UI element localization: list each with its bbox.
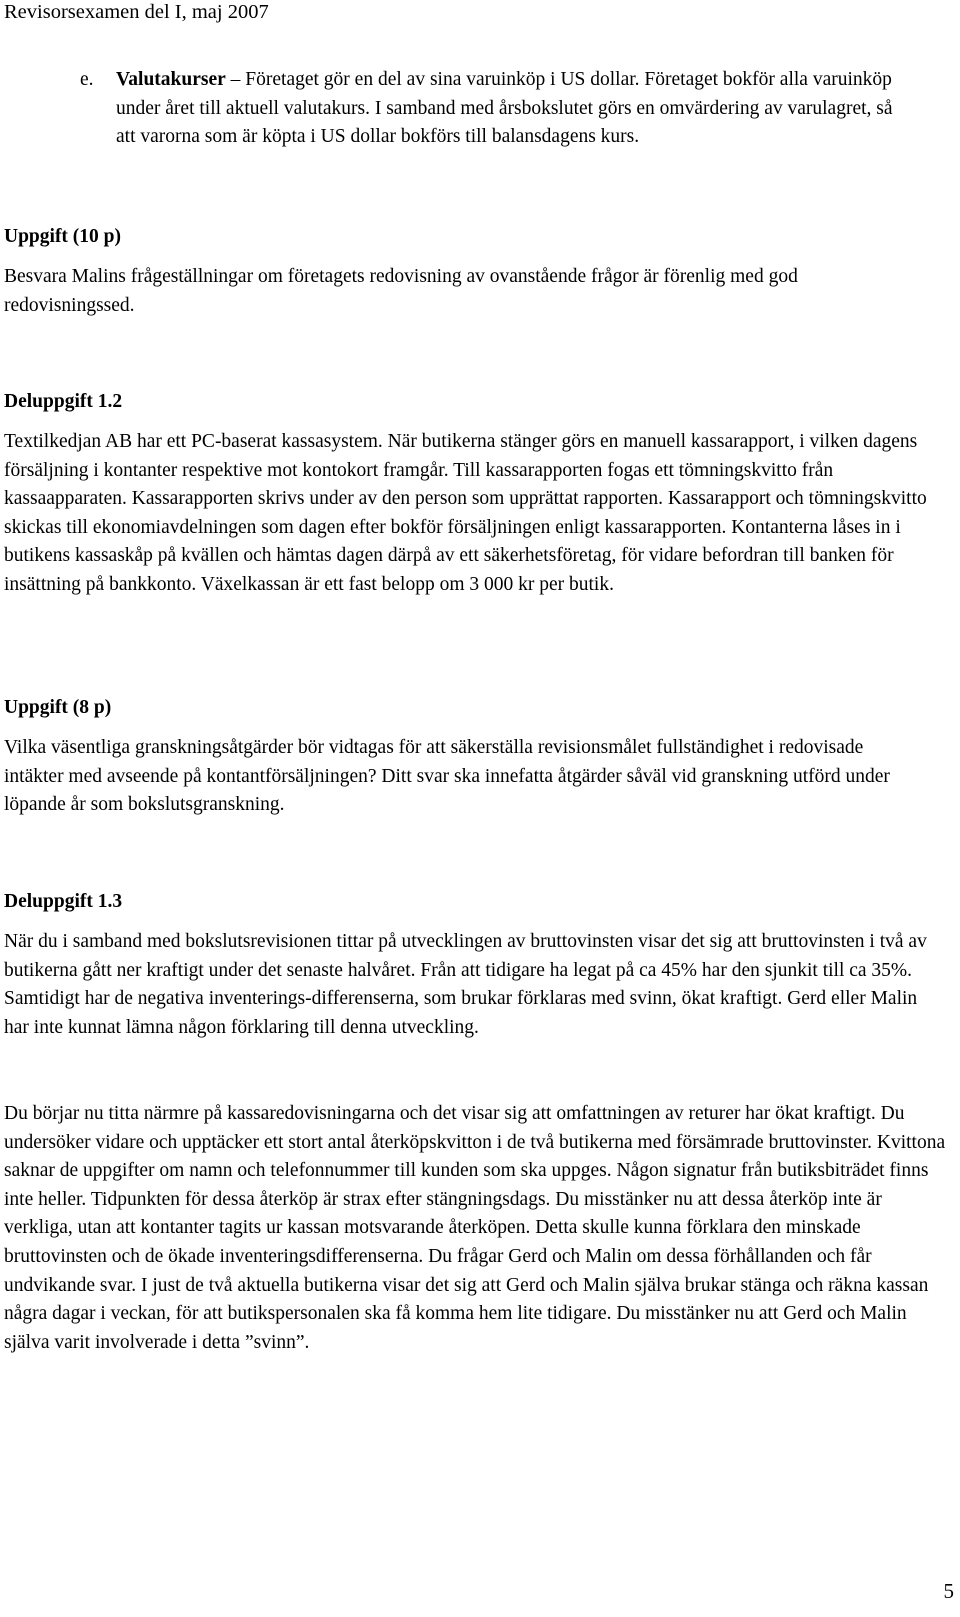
part-1-3-paragraph-2: Du börjar nu titta närmre på kassaredovisningarna och det visar sig att omfattningen av returer har ökat kraftigt. Du undersöker vidare och upptäcker ett stort antal återköpskvitton i de två butikerna med försämrade bruttovinster. Kvittona saknar de uppgifter om namn och telefonnummer till kunden som ska uppges. Någon signatur från butiksbiträdet finns inte heller. Tidpunkten för dessa återköp är strax efter stängningsdags. Du misstänker nu att dessa återköp inte är verkliga, utan att kontanter tagits ur kassan motsvarande återköpen. Detta skulle kunna förklara den minskade bruttovinsten och de ökade inventeringsdifferenserna. Du frågar Gerd och Malin om dessa förhållanden och får undvikande svar. I just de två aktuella butikerna visar det sig att Gerd och Malin själva brukar stänga och räkna kassan några dagar i veckan, för att butikspersonalen ska få komma hem lite tidigare. Du misstänker nu att Gerd och Malin själva varit involverade i detta ”svinn”.: [4, 1103, 946, 1353]
list-item-text: Företaget gör en del av sina varuinköp i US dollar. Företaget bokför alla varuinköp under året till aktuell valutakurs. I samband med årsbokslutet görs en omvärdering av varulagret, så att varorna som är köpta i US dollar bokförs till balansdagens kurs.: [116, 69, 893, 148]
part-1-3-paragraph-1: När du i samband med bokslutsrevisionen tittar på utvecklingen av bruttovinsten visar det sig att bruttovinsten i två av butikerna gått ner kraftigt under det senaste halvåret. Från att tidigare ha legat på ca 45% har den sjunkit till ca 35%. Samtidigt har de negativa inventerings-differenserna, som brukar förklaras med svinn, ökat kraftigt. Gerd eller Malin har inte kunnat lämna någon förklaring till denna utveckling.: [4, 931, 927, 1038]
part-1-2-text: Textilkedjan AB har ett PC-baserat kassasystem. När butikerna stänger görs en manuell kassarapport, i vilken dagens försäljning i kontanter respektive mot kontokort framgår. Till kassarapporten fogas ett tömningskvitto från kassaapparaten. Kassarapporten skrivs under av den person som upprättat rapporten. Kassarapport och tömningskvitto skickas till ekonomiavdelningen som dagen efter bokför försäljningen enligt kassarapporten. Kontanterna låses in i butikens kassaskåp på kvällen och hämtas dagen därpå av ett säkerhetsföretag, för vidare befordran till banken för insättning på bankkonto. Växelkassan är ett fast belopp om 3 000 kr per butik.: [4, 431, 927, 595]
task-1-heading: Uppgift (10 p): [4, 226, 122, 247]
document-body: [4, 66, 952, 1353]
part-1-3-heading: Deluppgift 1.3: [4, 891, 123, 912]
task-1-text: Besvara Malins frågeställningar om företagets redovisning av ovanstående frågor är förenlig med god redovisningssed.: [4, 266, 798, 316]
list-item-body: [116, 66, 916, 152]
task-2-text: Vilka väsentliga granskningsåtgärder bör vidtagas för att säkerställa revisionsmålet fullständighet i redovisade intäkter med avseende på kontantförsäljningen? Ditt svar ska innefatta åtgärder såväl vid granskning utförd under löpande år som bokslutsgranskning.: [4, 737, 890, 816]
list-item-e: [4, 66, 952, 182]
task-2-heading: Uppgift (8 p): [4, 697, 112, 718]
list-item-term: Valutakurser: [116, 69, 226, 90]
list-item-letter: e.: [80, 69, 94, 90]
list-item-dash: –: [225, 69, 246, 90]
page-number: 5: [943, 1579, 954, 1603]
page-header: Revisorsexamen del I, maj 2007: [4, 1, 269, 23]
part-1-2-heading: Deluppgift 1.2: [4, 391, 123, 412]
